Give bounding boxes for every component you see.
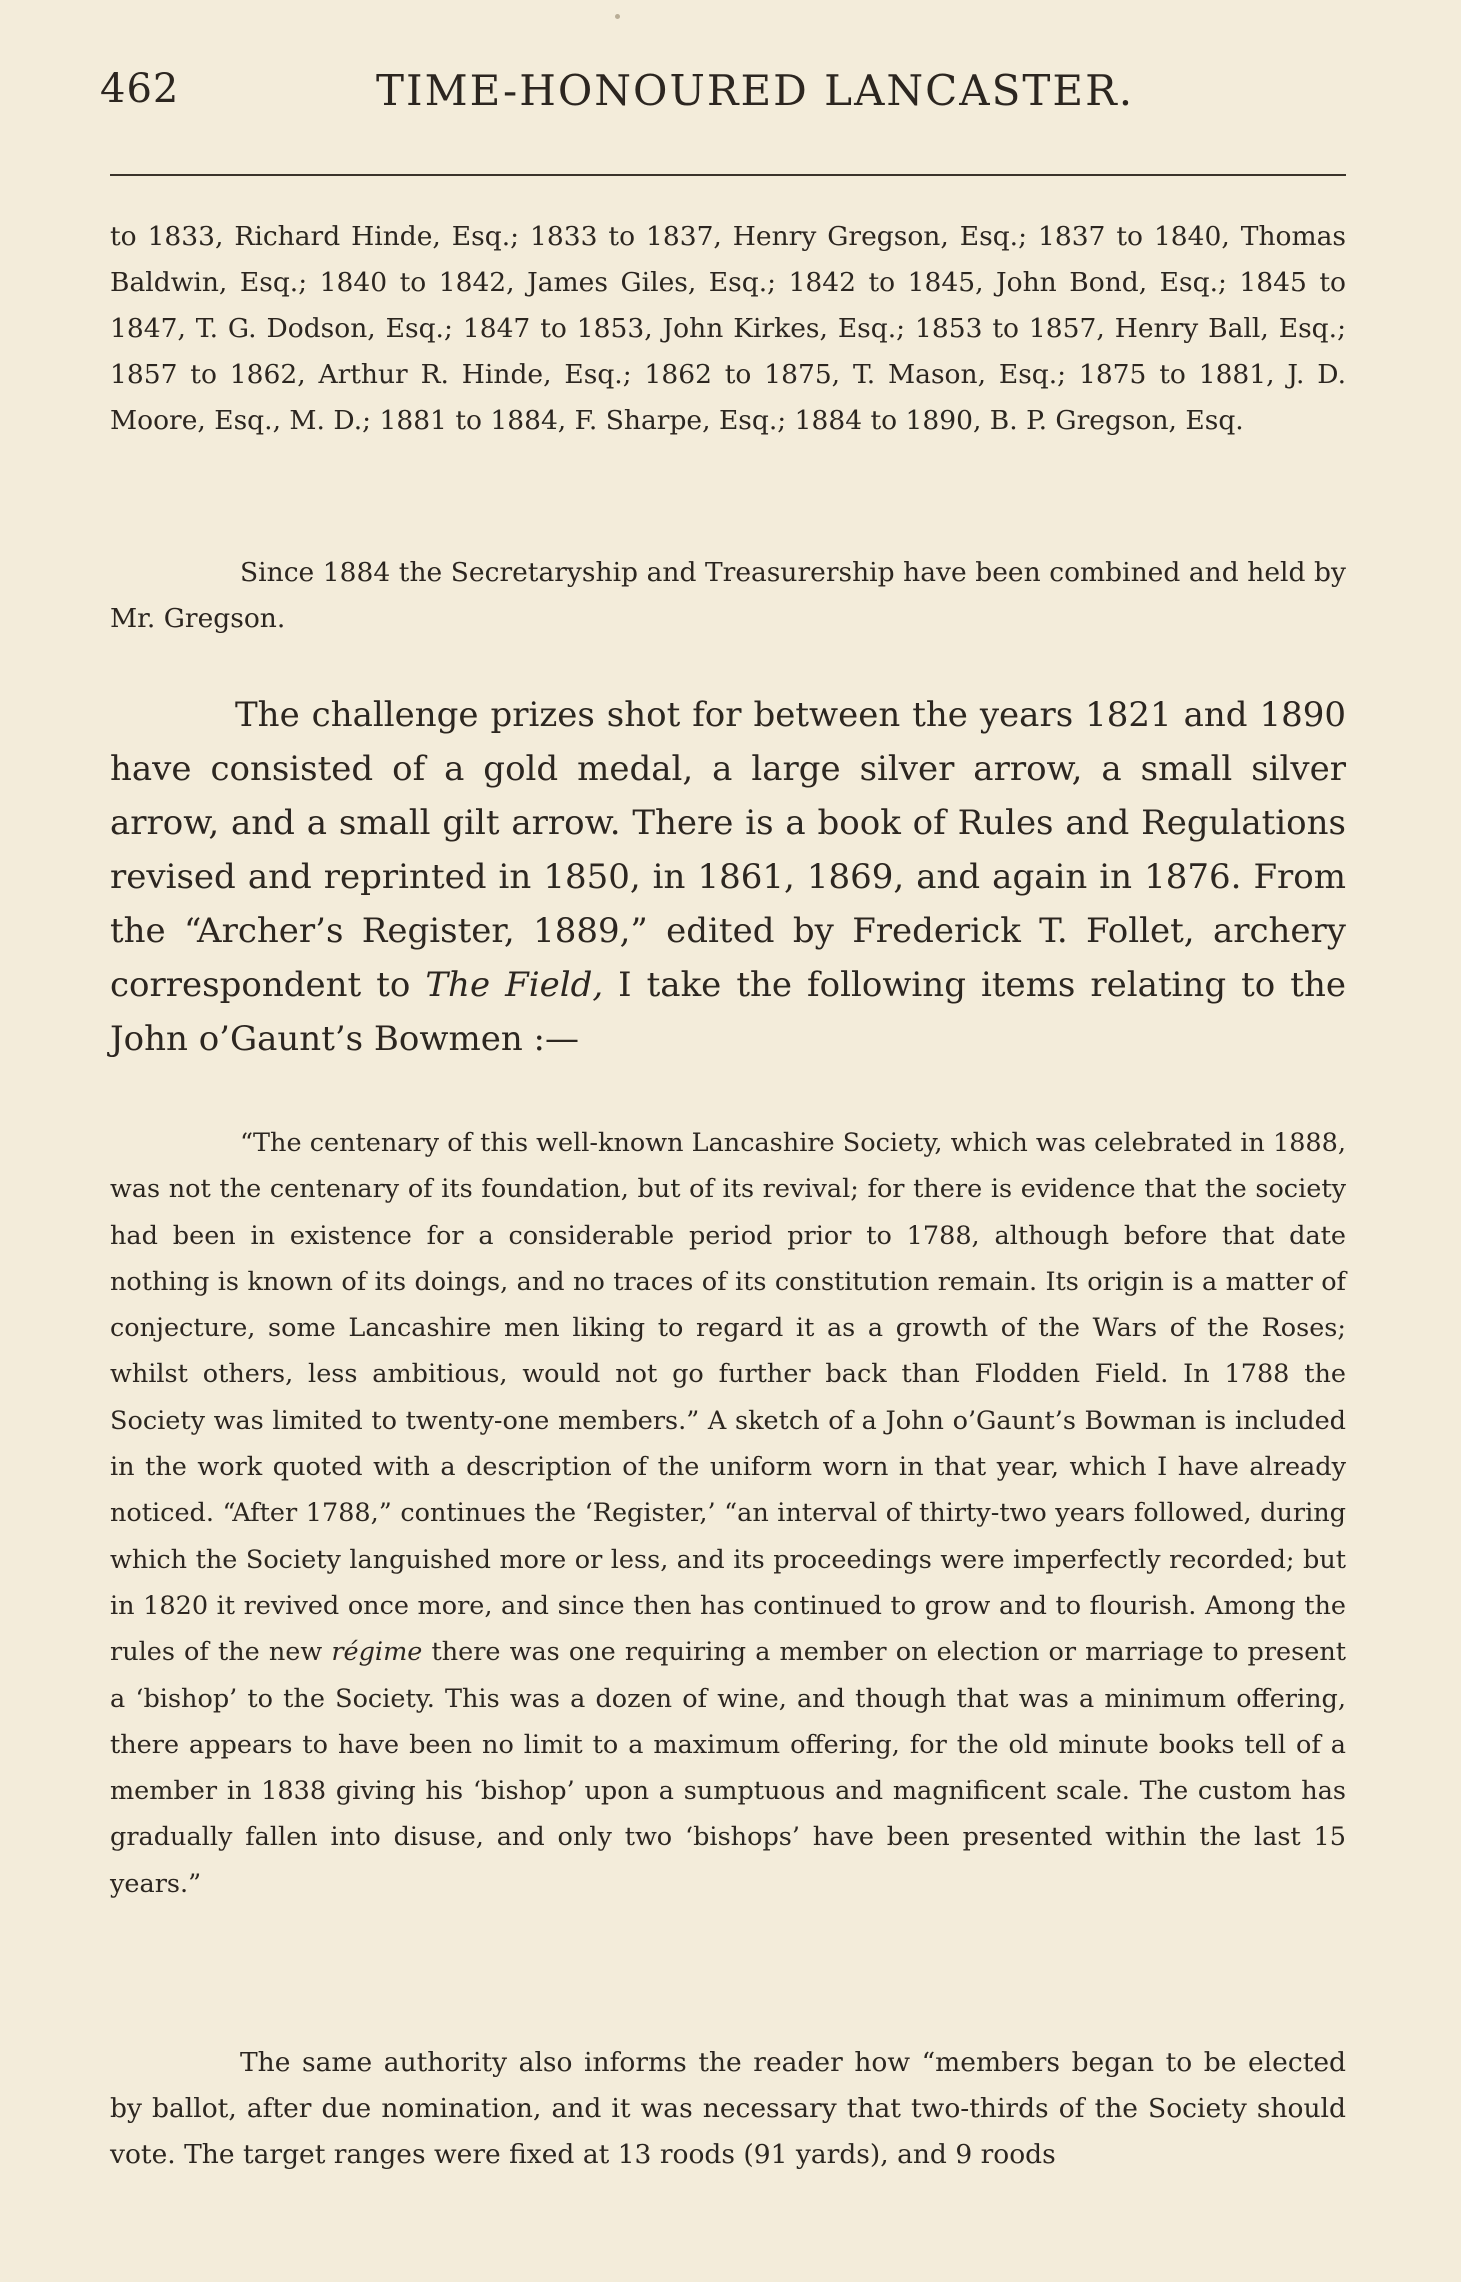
ballot-paragraph: The same authority also informs the reader how “members began to be elected by ballot, after due nomination, and it was necessary that two-thirds of the Society should vote. The target ranges were fixed at 13 roods (91 yards), and 9 roods	[110, 2047, 1346, 2170]
challenge-prizes-paragraph	[110, 688, 1346, 1066]
the-field-title: The Field,	[425, 965, 604, 1005]
running-title: TIME-HONOURED LANCASTER.	[376, 66, 1135, 115]
header-rule	[110, 174, 1346, 176]
regime-word: régime	[331, 1637, 423, 1668]
challenge-prizes-text: The challenge prizes shot for between the years 1821 and 1890 have consisted of a gold medal, a large silver arrow, a small silver arrow, and a small gilt arrow. There is a book of Rules and Regulations revised and reprinted in 1850, in 1861, 1869, and again in 1876. From the “Archer’s Register, 1889,” edited by Frederick T. Follet, archery correspondent to	[110, 695, 1346, 1005]
register-quote-text-end: there was one requiring a member on election or marriage to present a ‘bishop’ to the Society. This was a dozen of wine, and though that was a minimum offering, there appears to have been no limit to a maximum offering, for the old minute books tell of a member in 1838 giving his ‘bishop’ upon a sumptuous and magnificent scale. The custom has gradually fallen into disuse, and only two ‘bishops’ have been presented within the last 15 years.”	[110, 1637, 1346, 1899]
treasurers-list-paragraph: to 1833, Richard Hinde, Esq.; 1833 to 1837, Henry Gregson, Esq.; 1837 to 1840, Thomas Baldwin, Esq.; 1840 to 1842, James Giles, Esq.; 1842 to 1845, John Bond, Esq.; 1845 to 1847, T. G. Dodson, Esq.; 1847 to 1853, John Kirkes, Esq.; 1853 to 1857, Henry Ball, Esq.; 1857 to 1862, Arthur R. Hinde, Esq.; 1862 to 1875, T. Mason, Esq.; 1875 to 1881, J. D. Moore, Esq., M. D.; 1881 to 1884, F. Sharpe, Esq.; 1884 to 1890, B. P. Gregson, Esq.	[110, 221, 1346, 436]
print-speck	[615, 14, 620, 19]
register-quote-text: “The centenary of this well-known Lancashire Society, which was celebrated in 1888, was not the centenary of its foundation, but of its revival; for there is evidence that the society had been in existence for a considerable period prior to 1788, although before that date nothing is known of its doings, and no traces of its constitution remain. Its origin is a matter of conjecture, some Lancashire men liking to regard it as a growth of the Wars of the Roses; whilst others, less ambitious, would not go further back than Flodden Field. In 1788 the Society was limited to twenty-one members.” A sketch of a John o’Gaunt’s Bowman is included in the work quoted with a description of the uniform worn in that year, which I have already noticed. “After 1788,” continues the ‘Register,’ “an interval of thirty-two years followed, during which the Society languished more or less, and its proceedings were imperfectly recorded; but in 1820 it revived once more, and since then has continued to grow and to flourish. Among the rules of the new	[110, 1128, 1346, 1668]
page-header	[100, 62, 1350, 132]
register-quote-paragraph	[110, 1120, 1346, 1907]
challenge-prizes-text-end: I take the following items relating to the John o’Gaunt’s Bowmen :—	[110, 965, 1346, 1059]
secretaryship-paragraph: Since 1884 the Secretaryship and Treasurership have been combined and held by Mr. Gregson.	[110, 557, 1346, 634]
page-number: 462	[100, 66, 180, 112]
